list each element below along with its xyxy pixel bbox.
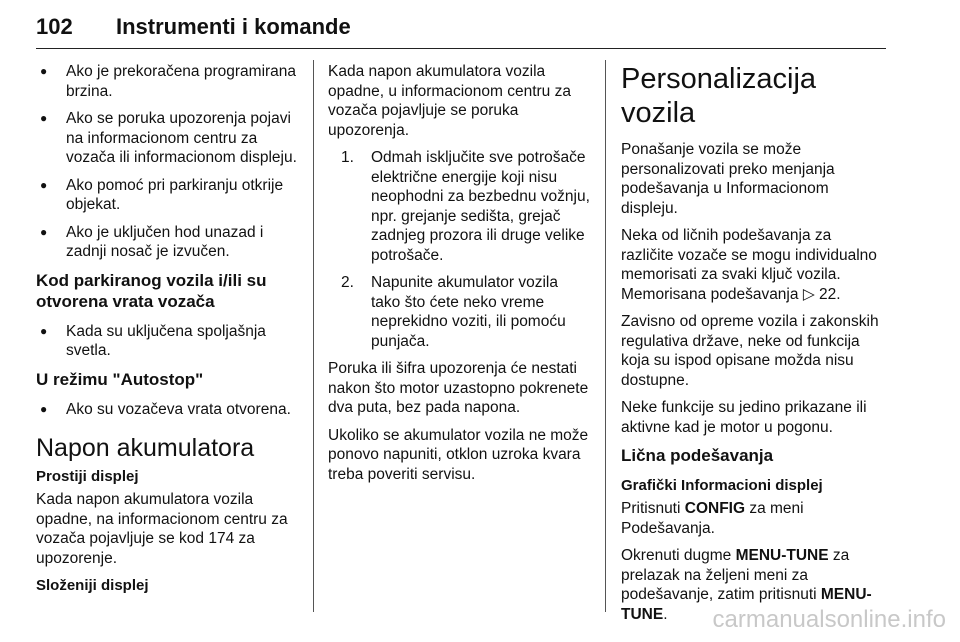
step-number: 1. — [341, 149, 354, 166]
subheading: Prostiji displej — [36, 468, 139, 485]
numbered-list — [328, 148, 590, 351]
keyword-menu-tune: MENU-TUNE — [621, 586, 872, 623]
list-item: ● Ako je uključen hod unazad i zadnji nosač je izvučen. — [36, 223, 304, 262]
paragraph: Kada napon akumulatora vozila opadne, u informacionom centru za vozača pojavljuje se poruka upozorenja. — [328, 63, 571, 139]
paragraph-text: za prelazak na željeni meni za podešavanje, zatim pritisnuti — [621, 547, 850, 603]
paragraph: Kada napon akumulatora vozila opadne, na informacionom centru za vozača pojavljuje se kod 174 za upozorenje. — [36, 491, 288, 567]
paragraph: Poruka ili šifra upozorenja će nestati nakon što motor uzastopno pokrenete dva puta, bez pada napona. — [328, 360, 589, 416]
list-item: ● Kada su uključena spoljašnja svetla. — [36, 322, 304, 361]
page-header — [36, 4, 886, 49]
list-item — [328, 148, 590, 265]
paragraph: Ukoliko se akumulator vozila ne može ponovo napuniti, otklon uzroka kvara treba poveriti servisu. — [328, 426, 589, 483]
paragraph-text: Neka od ličnih podešavanja za različite vozače se mogu individualno memorisati za svaki ključ vozila. Memorisana podešavanja — [621, 227, 877, 303]
arrow-right-icon: ▷ — [802, 285, 815, 303]
paragraph-text: Okrenuti dugme — [621, 547, 732, 564]
subheading: Složeniji displej — [36, 577, 149, 594]
paragraph: Zavisno od opreme vozila i zakonskih regulativa države, neke od funkcija koja su ispod opisane možda nisu dostupne. — [621, 313, 879, 389]
column-middle — [328, 62, 590, 492]
subheading: Grafički Informacioni displej — [621, 477, 823, 494]
column-divider — [313, 60, 314, 612]
watermark: carmanualsonline.info — [712, 606, 946, 633]
paragraph — [621, 226, 887, 304]
bullet-list — [36, 62, 304, 262]
keyword-menu-tune: MENU-TUNE — [735, 547, 829, 564]
paragraph-text: Pritisnuti — [621, 500, 681, 517]
bullet-list — [36, 400, 304, 420]
step-text: Odmah isključite sve potrošače električne energije koji nisu neophodni za bezbednu vožnju, npr. grejanje sedišta, grejač zadnjeg prozora ili druge velike potrošače. — [371, 149, 590, 264]
section-heading: Lična podešavanja — [621, 446, 774, 465]
page-reference[interactable] — [803, 286, 841, 303]
chapter-heading: Napon akumulatora — [36, 434, 255, 462]
paragraph-text: za meni Podešavanja. — [621, 500, 804, 537]
list-item: ● Ako je prekoračena programirana brzina. — [36, 62, 304, 101]
paragraph: Neke funkcije su jedino prikazane ili aktivne kad je motor u pogonu. — [621, 399, 867, 436]
section-heading: Kod parkiranog vozila i/ili su otvorena vrata vozača — [36, 270, 267, 311]
list-item: ● Ako pomoć pri parkiranju otkrije objekat. — [36, 176, 304, 215]
column-right — [621, 62, 887, 632]
list-item — [328, 273, 590, 351]
paragraph: Ponašanje vozila se može personalizovati preko menjanja podešavanja u Informacionom displeju. — [621, 141, 835, 217]
list-item: ● Ako su vozačeva vrata otvorena. — [36, 400, 304, 420]
page-title: Instrumenti i komande — [116, 14, 351, 39]
page-number: 102 — [36, 14, 73, 39]
column-left — [36, 62, 304, 599]
step-text: Napunite akumulator vozila tako što ćete neko vreme neprekidno voziti, ili pomoću punjača. — [371, 274, 566, 350]
column-divider — [605, 60, 606, 612]
page-reference-number: 22. — [819, 285, 841, 303]
paragraph-text: . — [663, 605, 668, 623]
bullet-list — [36, 322, 304, 361]
chapter-heading: Personalizacija vozila — [621, 63, 817, 129]
list-item: ● Ako se poruka upozorenja pojavi na informacionom centru za vozača ili informacionom displeju. — [36, 109, 304, 168]
step-number: 2. — [341, 274, 354, 291]
keyword-config: CONFIG — [684, 500, 746, 517]
paragraph — [621, 499, 887, 538]
section-heading: U režimu "Autostop" — [36, 369, 204, 389]
